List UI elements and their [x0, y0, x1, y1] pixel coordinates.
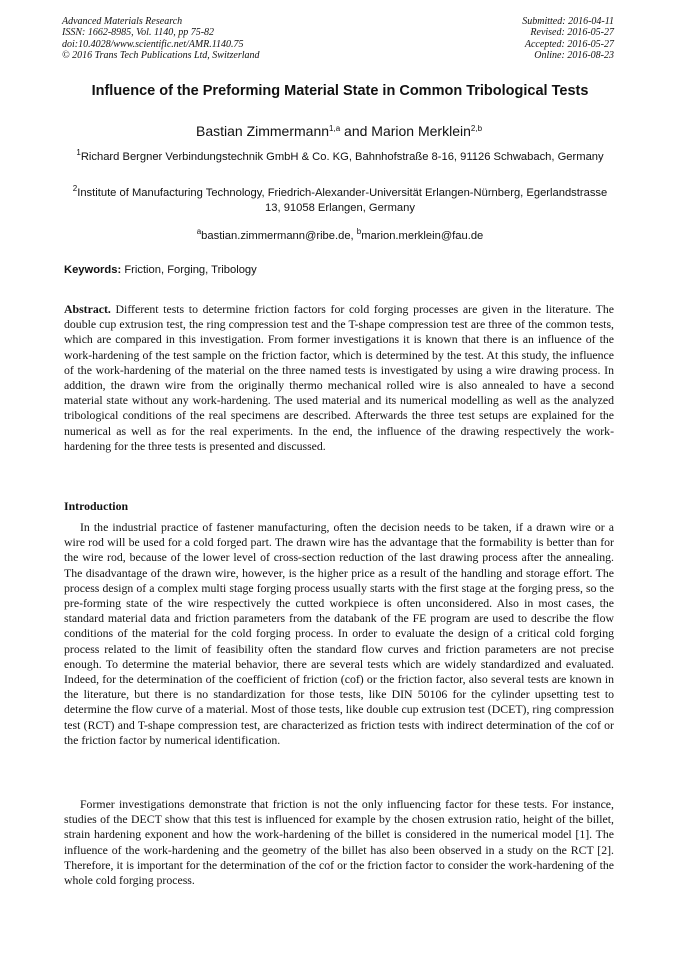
journal-name: Advanced Materials Research [62, 16, 183, 27]
abstract-text: Different tests to determine friction factors for cold forging processes are given in the literature. The double cup extrusion test, the ring compression test and the T-shape compression test are three of the common tests, which are compared in this investigation. From former investigations it is known that there is an influence of the work-hardening of the test sample on the friction factor, which is determined by the test. At this study, the influence of the work-hardening of the material on the three named tests is investigated by using a wire drawing process. In addition, the drawn wire from the originally thermo mechanical rolled wire is also annealed to have a second material state without any work-hardening. The used material and its numerical modelling as well as the analyzed tribological conditions of the real specimens are described. Afterwards the three test setups are explained for the numerical as well as for the real experiments. In the end, the influence of the drawing respectively the work-hardening for the three tests is presented and discussed. [64, 302, 614, 453]
affiliation-2 [64, 186, 616, 216]
copyright-line: © 2016 Trans Tech Publications Ltd, Switzerland [62, 49, 260, 61]
author-line [0, 123, 678, 139]
introduction-paragraph-2: Former investigations demonstrate that friction is not the only influencing factor for these tests. For instance, studies of the DECT show that this test is influenced for example by the chosen extrusion ratio, height of the billet, strain hardening exponent and how the work-hardening of the billet is considered in the numerical model [1]. The influence of the work-hardening and the geometry of the billet has also been observed in a study on the RCT [2]. Therefore, it is important for the determination of the cof or the friction factor to consider the work-hardening of the whole cold forging process. [64, 797, 614, 888]
affiliation-1 [64, 150, 616, 165]
email-b[interactable]: marion.merklein@fau.de [361, 230, 484, 242]
revised-date: Revised: 2016-05-27 [530, 27, 614, 39]
affiliation-2-text: Institute of Manufacturing Technology, Friedrich-Alexander-Universität Erlangen-Nürnberg, Egerlandstrasse 13, 91058 Erlangen, Germany [77, 187, 608, 214]
email-b-sup: b [356, 227, 362, 236]
affiliation-1-sup: 1 [76, 148, 81, 157]
online-date: Online: 2016-08-23 [534, 49, 614, 61]
author-1-sup: 1,a [329, 124, 341, 133]
abstract-label: Abstract. [64, 302, 111, 316]
affiliation-2-sup: 2 [72, 184, 78, 193]
affiliation-1-text: Richard Bergner Verbindungstechnik GmbH & Co. KG, Bahnhofstraße 8-16, 91126 Schwabach, Germany [80, 151, 604, 163]
accepted-date: Accepted: 2016-05-27 [524, 38, 614, 50]
submission-dates [522, 16, 614, 61]
email-a[interactable]: bastian.zimmermann@ribe.de, [201, 230, 354, 242]
keywords-label: Keywords: [64, 264, 122, 276]
keywords [64, 264, 257, 276]
abstract [64, 302, 614, 454]
journal-info [62, 16, 260, 61]
issn-line: ISSN: 1662-8985, Vol. 1140, pp 75-82 [62, 27, 215, 39]
email-a-sup: a [196, 227, 202, 236]
keywords-text: Friction, Forging, Tribology [124, 264, 257, 276]
author-2-name: Marion Merklein [371, 123, 471, 139]
introduction-heading: Introduction [64, 499, 129, 513]
paper-title: Influence of the Preforming Material State in Common Tribological Tests [91, 83, 589, 99]
introduction-paragraph-1: In the industrial practice of fastener manufacturing, often the decision needs to be taken, if a drawn wire or a wire rod will be used for a cold forged part. The drawn wire has the advantage that the formability is better than for the wire rod, because of the lower level of cross-section reduction of the last drawing process after the annealing. The disadvantage of the drawn wire, however, is the higher price as a result of the handling and storage effort. The process design of a complex multi stage forging process usually starts with the first stage at the forging press, so the pre-forming state of the wire respectively the cutted workpiece is often unconsidered. Also in most cases, the standard material data and friction parameters from the databank of the FE program are used to describe the flow conditions of the material for the cold forging process. In order to evaluate the design of a critical cold forging process related to the limit of feasibility often the standard flow curves and friction parameters are not precise enough. To determine the material behavior, there are several tests which are widely standardized and evaluated. Indeed, for the determination of the coefficient of friction (cof) or the friction factor, also several tests are known in the literature, but there is no standardization for those tests, like DIN 50106 for the cylinder upsetting test to determine the flow curve of a material. Most of those tests, like double cup extrusion test (DCET), ring compression test (RCT) and T-shape compression test, are characterized as friction tests with indirect determination of the cof or the friction factor by numerical identification. [64, 520, 614, 747]
author-1-name: Bastian Zimmermann [195, 123, 330, 139]
submitted-date: Submitted: 2016-04-11 [522, 16, 614, 27]
email-line [64, 229, 616, 244]
author-2-sup: 2,b [470, 124, 483, 133]
doi-line: doi:10.4028/www.scientific.net/AMR.1140.75 [62, 38, 244, 50]
author-conjunction: and [344, 123, 368, 139]
